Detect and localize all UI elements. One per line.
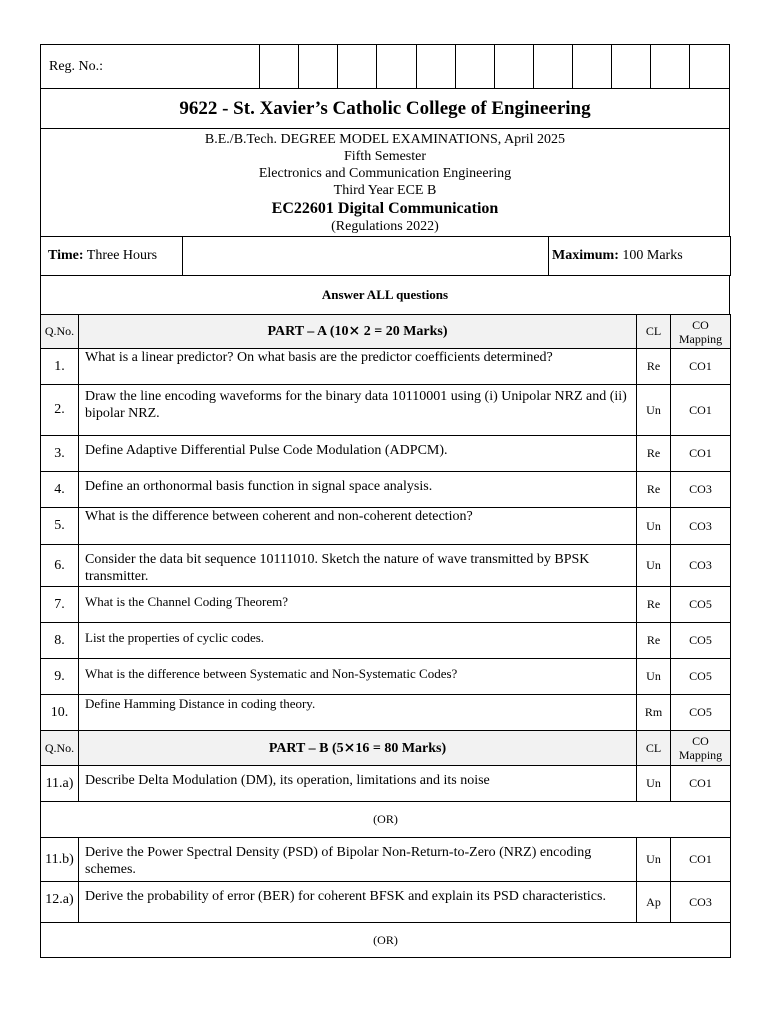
time-cell <box>41 237 183 276</box>
cl-header: CL <box>637 731 671 766</box>
question-number: 8. <box>41 623 79 659</box>
course-outcome: CO1 <box>671 436 731 472</box>
question-number: 10. <box>41 695 79 731</box>
cognitive-level: Re <box>637 623 671 659</box>
cognitive-level: Ap <box>637 882 671 923</box>
exam-details <box>41 129 730 237</box>
question-text: Define Hamming Distance in coding theory. <box>79 695 637 731</box>
maximum-label: Maximum: <box>552 248 619 263</box>
cognitive-level: Re <box>637 436 671 472</box>
question-row <box>41 882 731 923</box>
semester: Fifth Semester <box>343 149 427 164</box>
reg-number-row <box>40 44 730 89</box>
course-outcome: CO5 <box>671 695 731 731</box>
reg-digit-box[interactable] <box>260 45 299 89</box>
reg-digit-box[interactable] <box>377 45 416 89</box>
college-name: 9622 - St. Xavier’s Catholic College of Engineering <box>41 89 730 129</box>
department: Electronics and Communication Engineering <box>258 166 512 181</box>
reg-digit-box[interactable] <box>299 45 338 89</box>
question-number: 2. <box>41 385 79 436</box>
part-a-header <box>41 315 731 349</box>
reg-digit-box[interactable] <box>650 45 689 89</box>
course-outcome: CO3 <box>671 472 731 508</box>
questions-table <box>40 314 731 958</box>
reg-digit-box[interactable] <box>689 45 729 89</box>
question-text: List the properties of cyclic codes. <box>79 623 637 659</box>
or-row <box>41 923 731 958</box>
cognitive-level: Re <box>637 587 671 623</box>
course-outcome: CO1 <box>671 838 731 882</box>
cognitive-level: Rm <box>637 695 671 731</box>
question-row <box>41 508 731 545</box>
reg-digit-box[interactable] <box>416 45 455 89</box>
question-number: 5. <box>41 508 79 545</box>
reg-digit-box[interactable] <box>533 45 572 89</box>
question-text: What is the difference between Systematic and Non-Systematic Codes? <box>79 659 637 695</box>
or-separator: (OR) <box>41 802 731 838</box>
question-row <box>41 838 731 882</box>
time-label: Time: <box>48 248 84 263</box>
year-class: Third Year ECE B <box>333 183 437 198</box>
question-number: 6. <box>41 545 79 587</box>
question-text: Consider the data bit sequence 10111010. Sketch the nature of wave transmitted by BPSK transmitter. <box>79 545 637 587</box>
qno-header: Q.No. <box>41 731 79 766</box>
qno-header: Q.No. <box>41 315 79 349</box>
question-paper <box>40 44 730 958</box>
course-outcome: CO3 <box>671 508 731 545</box>
cognitive-level: Un <box>637 766 671 802</box>
reg-digit-box[interactable] <box>494 45 533 89</box>
course-outcome: CO1 <box>671 766 731 802</box>
cl-header: CL <box>637 315 671 349</box>
degree-line: B.E./B.Tech. DEGREE MODEL EXAMINATIONS, April 2025 <box>204 132 566 147</box>
question-row <box>41 349 731 385</box>
reg-digit-box[interactable] <box>611 45 650 89</box>
course-title: EC22601 Digital Communication <box>271 200 499 217</box>
question-number: 12.a) <box>41 882 79 923</box>
reg-digit-box[interactable] <box>455 45 494 89</box>
course-outcome: CO5 <box>671 587 731 623</box>
question-number: 11.a) <box>41 766 79 802</box>
part-b-header <box>41 731 731 766</box>
course-outcome: CO3 <box>671 545 731 587</box>
course-outcome: CO1 <box>671 385 731 436</box>
question-number: 9. <box>41 659 79 695</box>
exam-header <box>40 88 730 237</box>
or-separator: (OR) <box>41 923 731 958</box>
question-row <box>41 472 731 508</box>
course-outcome: CO5 <box>671 623 731 659</box>
time-value: Three Hours <box>86 248 158 263</box>
question-number: 3. <box>41 436 79 472</box>
question-text: Define Adaptive Differential Pulse Code Modulation (ADPCM). <box>79 436 637 472</box>
question-number: 1. <box>41 349 79 385</box>
question-row <box>41 545 731 587</box>
question-text: Draw the line encoding waveforms for the binary data 10110001 using (i) Unipolar NRZ and (ii) bipolar NRZ. <box>79 385 637 436</box>
part-b-title: PART – B (5⨯16 = 80 Marks) <box>79 731 637 766</box>
question-row <box>41 695 731 731</box>
reg-digit-box[interactable] <box>338 45 377 89</box>
question-row <box>41 659 731 695</box>
question-text: Describe Delta Modulation (DM), its operation, limitations and its noise <box>79 766 637 802</box>
reg-no-label: Reg. No.: <box>41 45 260 89</box>
question-text: Derive the Power Spectral Density (PSD) of Bipolar Non-Return-to-Zero (NRZ) encoding schemes. <box>79 838 637 882</box>
instruction-row <box>40 275 730 315</box>
question-row <box>41 766 731 802</box>
question-row <box>41 385 731 436</box>
part-a-title: PART – A (10⨯ 2 = 20 Marks) <box>79 315 637 349</box>
blank-cell <box>183 237 549 276</box>
cognitive-level: Un <box>637 838 671 882</box>
or-row <box>41 802 731 838</box>
question-row <box>41 623 731 659</box>
cognitive-level: Re <box>637 472 671 508</box>
maximum-value: 100 Marks <box>622 248 683 263</box>
question-number: 4. <box>41 472 79 508</box>
cognitive-level: Un <box>637 385 671 436</box>
question-text: Define an orthonormal basis function in signal space analysis. <box>79 472 637 508</box>
regulations: (Regulations 2022) <box>331 219 439 234</box>
cognitive-level: Un <box>637 659 671 695</box>
question-number: 11.b) <box>41 838 79 882</box>
course-outcome: CO5 <box>671 659 731 695</box>
question-text: What is the difference between coherent and non-coherent detection? <box>79 508 637 545</box>
co-mapping-header: CO Mapping <box>671 731 731 766</box>
course-outcome: CO1 <box>671 349 731 385</box>
cognitive-level: Un <box>637 508 671 545</box>
instruction: Answer ALL questions <box>41 276 730 315</box>
time-marks-row <box>40 236 731 276</box>
question-row <box>41 587 731 623</box>
reg-digit-box[interactable] <box>572 45 611 89</box>
course-outcome: CO3 <box>671 882 731 923</box>
co-mapping-header: CO Mapping <box>671 315 731 349</box>
question-number: 7. <box>41 587 79 623</box>
question-text: What is a linear predictor? On what basis are the predictor coefficients determined? <box>79 349 637 385</box>
question-text: What is the Channel Coding Theorem? <box>79 587 637 623</box>
question-text: Derive the probability of error (BER) for coherent BFSK and explain its PSD characteristics. <box>79 882 637 923</box>
question-row <box>41 436 731 472</box>
maximum-cell <box>549 237 731 276</box>
cognitive-level: Re <box>637 349 671 385</box>
cognitive-level: Un <box>637 545 671 587</box>
